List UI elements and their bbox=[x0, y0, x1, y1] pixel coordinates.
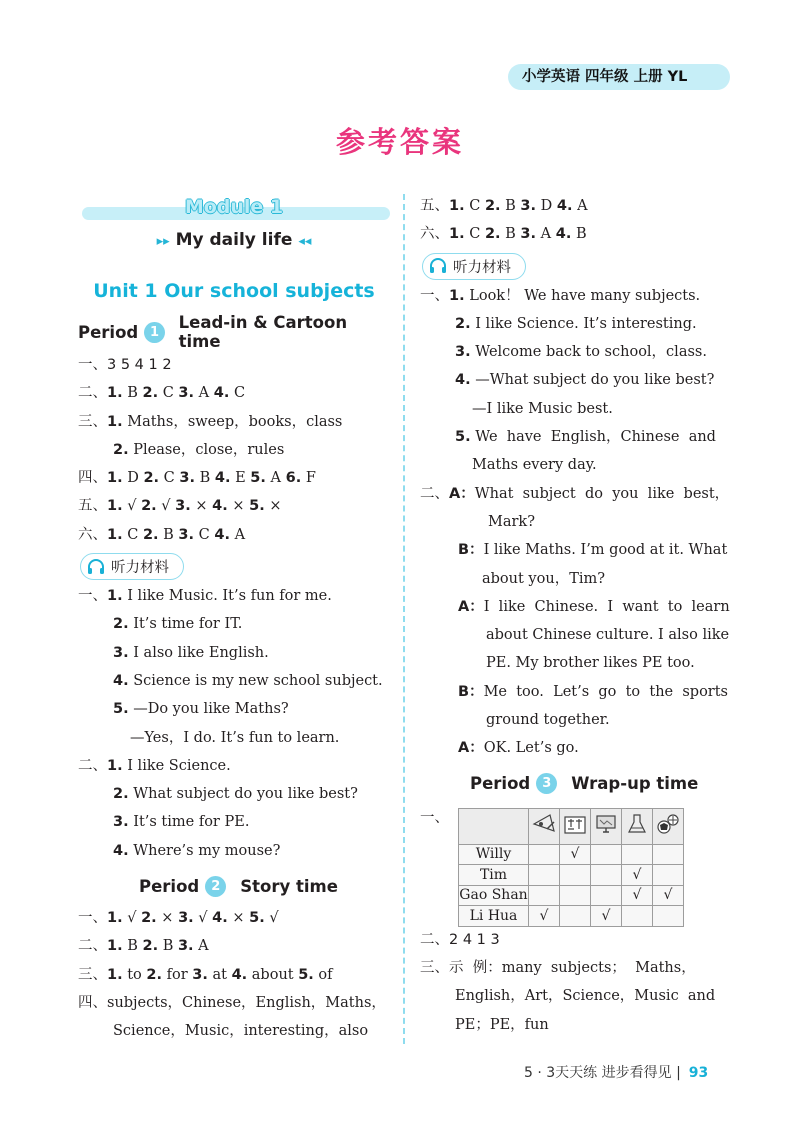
transcript-line: 一、1. Look！ We have many subjects. bbox=[420, 287, 701, 304]
answer-line: 四、subjects，Chinese，English，Maths， bbox=[78, 994, 386, 1011]
answer-line: Science，Music，interesting，also bbox=[113, 1023, 369, 1040]
answer-line: 2. Please，close，rules bbox=[113, 441, 285, 458]
answer-line: 五、1. C 2. B 3. D 4. A bbox=[420, 198, 588, 214]
subject-table-block: 一、 Willy √ Tim √ Gao Shan √ √ Li Hua √ √ bbox=[420, 808, 735, 926]
book-info-pill: 小学英语 四年级 上册 YL bbox=[508, 64, 730, 90]
column-divider bbox=[403, 194, 405, 1044]
answer-line: 三、1. to 2. for 3. at 4. about 5. of bbox=[78, 966, 333, 983]
answer-line: 一、1. √ 2. × 3. √ 4. × 5. √ bbox=[78, 910, 279, 927]
module-banner bbox=[78, 196, 390, 226]
table-row-name: Gao Shan bbox=[459, 885, 529, 906]
answer-line: 一、3 5 4 1 2 bbox=[78, 357, 172, 373]
period-2-heading: Period 2 Story time bbox=[139, 876, 338, 896]
transcript-line: 二、A：What subject do you like best， bbox=[420, 485, 730, 502]
page-title: 参考答案 bbox=[335, 125, 464, 159]
period-number-badge: 1 bbox=[144, 322, 165, 343]
page-number: 93 bbox=[688, 1065, 709, 1081]
answer-line: 四、1. D 2. C 3. B 4. E 5. A 6. F bbox=[78, 470, 316, 487]
listening-material-badge: 听力材料 bbox=[80, 553, 184, 580]
headphones-icon bbox=[87, 559, 105, 575]
answer-line: 三、1. Maths，sweep，books，class bbox=[78, 413, 343, 430]
chinese-icon bbox=[560, 808, 591, 844]
module-subtitle: ▸▸ My daily life ◂◂ bbox=[156, 230, 312, 250]
transcript-line: 3. I also like English. bbox=[113, 644, 269, 661]
table-row-name: Tim bbox=[459, 865, 529, 886]
transcript-line: B：I like Maths. I’m good at it. What bbox=[458, 542, 728, 559]
transcript-line: 5. We have English，Chinese and bbox=[455, 429, 716, 446]
answer-line: 二、2 4 1 3 bbox=[420, 931, 500, 948]
transcript-line: B：Me too. Let’s go to the sports bbox=[458, 683, 728, 700]
period-1-heading: Period 1 Lead-in & Cartoon time bbox=[78, 313, 348, 351]
answer-line: English，Art，Science，Music and bbox=[455, 988, 716, 1005]
left-column bbox=[78, 190, 390, 1046]
transcript-line: —Yes，I do. It’s fun to learn. bbox=[130, 729, 340, 746]
transcript-line: 5. —Do you like Maths? bbox=[113, 701, 289, 718]
transcript-line: 二、1. I like Science. bbox=[78, 757, 231, 774]
transcript-line: about Chinese culture. I also like bbox=[486, 627, 730, 644]
subject-table: Willy √ Tim √ Gao Shan √ √ Li Hua √ √ bbox=[458, 808, 684, 927]
transcript-line: 2. It’s time for IT. bbox=[113, 616, 243, 633]
computer-icon bbox=[591, 808, 622, 844]
listening-material-badge: 听力材料 bbox=[422, 253, 526, 280]
page-footer: 5 · 3天天练 进步看得见 | 93 bbox=[524, 1065, 709, 1081]
answer-line: PE；PE，fun bbox=[455, 1016, 549, 1033]
transcript-line: PE. My brother likes PE too. bbox=[486, 655, 695, 672]
answer-line: 二、1. B 2. C 3. A 4. C bbox=[78, 385, 246, 402]
answer-line: 三、示 例：many subjects； Maths， bbox=[420, 959, 696, 976]
right-column bbox=[420, 190, 735, 1039]
transcript-line: 3. Welcome back to school，class. bbox=[455, 344, 707, 361]
transcript-line: A：I like Chinese. I want to learn bbox=[458, 598, 730, 615]
headphones-icon bbox=[429, 258, 447, 274]
transcript-line: 3. It’s time for PE. bbox=[113, 814, 250, 831]
science-icon bbox=[622, 808, 653, 844]
table-row-name: Willy bbox=[459, 844, 529, 865]
transcript-line: 2. I like Science. It’s interesting. bbox=[455, 315, 697, 332]
answer-line: 二、1. B 2. B 3. A bbox=[78, 938, 209, 955]
arrow-left-icon: ◂◂ bbox=[298, 234, 312, 249]
transcript-line: A：OK. Let’s go. bbox=[458, 740, 579, 757]
art-icon bbox=[529, 808, 560, 844]
transcript-line: —I like Music best. bbox=[472, 400, 613, 417]
transcript-line: 一、1. I like Music. It’s fun for me. bbox=[78, 588, 332, 605]
period-number-badge: 2 bbox=[205, 876, 226, 897]
pe-icon bbox=[653, 808, 684, 844]
module-title: Module 1 bbox=[184, 196, 284, 218]
transcript-line: 4. —What subject do you like best? bbox=[455, 372, 715, 389]
transcript-line: 4. Science is my new school subject. bbox=[113, 672, 383, 689]
answer-line: 六、1. C 2. B 3. A 4. B bbox=[420, 226, 587, 243]
transcript-line: ground together. bbox=[486, 712, 610, 729]
transcript-line: about you，Tim? bbox=[482, 570, 606, 587]
transcript-line: 2. What subject do you like best? bbox=[113, 786, 358, 803]
period-3-heading: Period 3 Wrap-up time bbox=[470, 774, 699, 794]
answer-line: 五、1. √ 2. √ 3. × 4. × 5. × bbox=[78, 498, 282, 515]
transcript-line: Mark? bbox=[488, 513, 535, 530]
transcript-line: Maths every day. bbox=[472, 457, 597, 474]
transcript-line: 4. Where’s my mouse? bbox=[113, 842, 281, 859]
unit-title: Unit 1 Our school subjects bbox=[93, 280, 375, 302]
period-number-badge: 3 bbox=[536, 773, 557, 794]
arrow-right-icon: ▸▸ bbox=[156, 234, 170, 249]
answer-line: 六、1. C 2. B 3. C 4. A bbox=[78, 526, 246, 543]
table-row-name: Li Hua bbox=[459, 906, 529, 927]
